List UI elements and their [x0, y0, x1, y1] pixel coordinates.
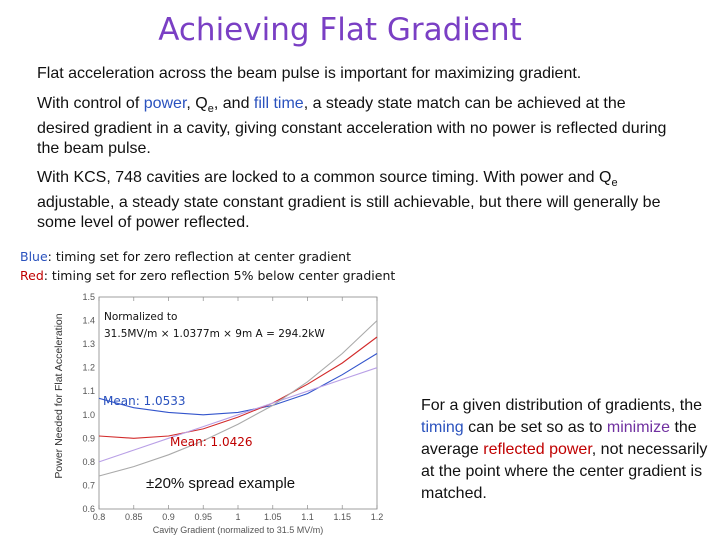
- y-axis-label: Power Needed for Flat Acceleration: [53, 313, 65, 479]
- fill-time-term: fill time: [253, 95, 304, 112]
- p3-text-1: With KCS, 748 cavities are locked to a common source timing. With power and Q: [37, 169, 612, 186]
- x-tick-label: 1.2: [370, 512, 384, 522]
- spread-label: ±20% spread example: [146, 475, 296, 492]
- side-text-3: the average: [421, 419, 697, 458]
- y-tick-label: 0.7: [82, 480, 95, 491]
- chart-caption: [20, 247, 395, 285]
- y-tick-labels: [82, 292, 95, 514]
- p2-text-1: With control of: [37, 95, 144, 112]
- x-tick-label: 0.9: [162, 512, 175, 522]
- x-tick-label: 0.8: [92, 512, 106, 522]
- normalized-note-line2: 31.5MV/m × 1.0377m × 9m A = 294.2kW: [104, 328, 325, 340]
- timing-term: timing: [421, 419, 464, 436]
- x-tick-label: 1.1: [301, 512, 314, 522]
- red-series-line: [99, 337, 377, 438]
- x-tick-label: 0.85: [124, 512, 143, 522]
- x-tick-labels: [93, 512, 384, 522]
- y-tick-label: 0.9: [82, 433, 95, 444]
- qe-subscript: e: [207, 103, 214, 116]
- x-axis-label: Cavity Gradient (normalized to 31.5 MV/m): [152, 525, 324, 535]
- side-text-4: , not necessarily at the point where the center gradient is matched.: [421, 441, 708, 502]
- caption-blue-line: [20, 247, 395, 266]
- power-gradient-chart: [50, 285, 390, 537]
- y-tick-label: 0.8: [82, 456, 95, 467]
- slide-title: Achieving Flat Gradient: [158, 12, 522, 48]
- x-tick-label: 0.95: [194, 512, 213, 522]
- side-text-1: For a given distribution of gradients, the: [421, 397, 703, 414]
- side-text-2: can be set so as to: [463, 419, 607, 436]
- caption-red-line: [20, 266, 395, 285]
- mean-red-label: Mean: 1.0426: [170, 435, 253, 449]
- caption-red-text: : timing set for zero reflection 5% below center gradient: [43, 268, 396, 283]
- x-tick-label: 1.15: [333, 512, 352, 522]
- minimize-term: minimize: [606, 419, 671, 436]
- y-tick-label: 1.0: [82, 409, 95, 420]
- paragraph-kcs: [37, 168, 677, 233]
- caption-blue-text: : timing set for zero reflection at center gradient: [47, 249, 351, 264]
- qe-subscript: e: [611, 177, 618, 190]
- x-tick-label: 1: [235, 512, 241, 522]
- y-tick-label: 1.5: [82, 292, 95, 302]
- x-tick-label: 1.05: [263, 512, 282, 522]
- p2-text-2: , Q: [186, 95, 208, 112]
- y-tick-label: 1.4: [82, 315, 95, 326]
- p2-text-4: , a steady state match can be achieved at the desired gradient in a cavity, giving constant acceleration with no power is reflected during the beam pulse.: [37, 95, 667, 158]
- mean-blue-label: Mean: 1.0533: [103, 394, 186, 408]
- y-tick-label: 1.2: [82, 362, 95, 373]
- caption-blue-label: Blue: [20, 249, 48, 264]
- p2-text-3: , and: [213, 95, 254, 112]
- paragraph-steady-state: [37, 94, 677, 159]
- paragraph-flat-acceleration: Flat acceleration across the beam pulse is important for maximizing gradient.: [37, 65, 582, 82]
- side-note: [421, 395, 711, 505]
- y-tick-label: 1.1: [82, 386, 95, 397]
- reflected-power-term: reflected power: [483, 441, 592, 458]
- caption-red-label: Red: [20, 268, 44, 283]
- power-term: power: [143, 95, 187, 112]
- y-tick-label: 1.3: [82, 339, 95, 350]
- p3-text-2: adjustable, a steady state constant gradient is still achievable, but there will generally be some level of power reflected.: [37, 194, 661, 232]
- normalized-note-line1: Normalized to: [104, 311, 178, 323]
- y-tick-label: 0.6: [82, 504, 95, 514]
